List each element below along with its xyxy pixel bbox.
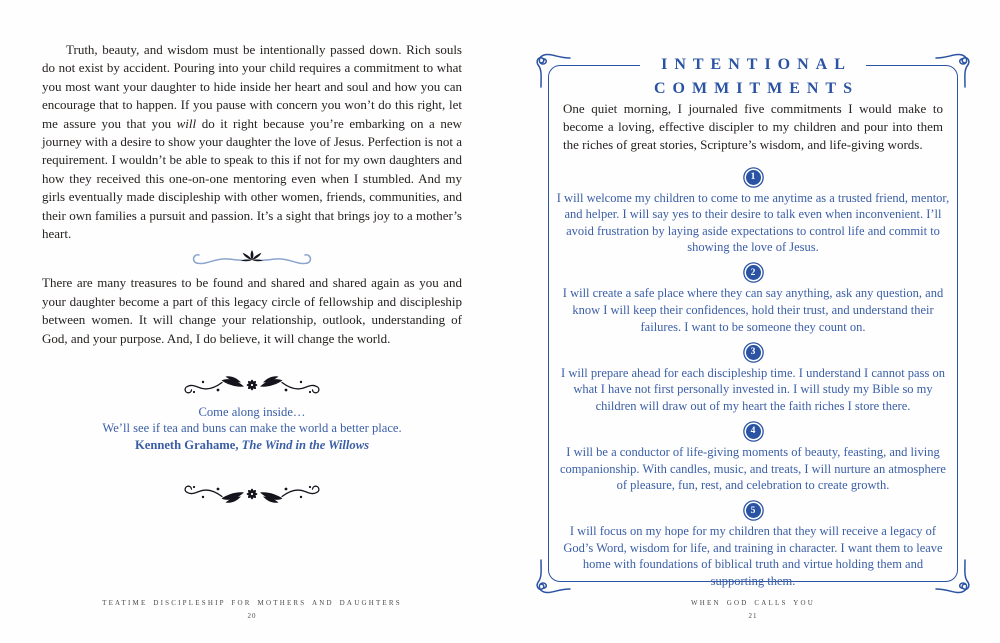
frame-corner-flourish-icon xyxy=(534,552,578,596)
chapter-heading-line-2: COMMITMENTS xyxy=(654,80,859,97)
paragraph-2: There are many treasures to be found and shared and shared again as you and your daughter become a part of this legacy circle of fellowship and discipleship between women. It will change your relationship, outlook, understanding of God, and your purpose. And, I do believe, it will change the world. xyxy=(42,275,462,346)
list-item xyxy=(549,420,957,493)
number-badge: 5 xyxy=(746,503,761,518)
quote-attribution xyxy=(42,437,462,453)
quote-line-2: We’ll see if tea and buns can make the world a better place. xyxy=(102,421,402,436)
commitments-list xyxy=(549,166,957,590)
list-item xyxy=(549,500,957,590)
commitment-text: I will focus on my hope for my children that they will receive a legacy of God’s Word, wisdom for life, and training in character. I want them to leave home with foundations of biblical truth and virtue holding them and supporting them. xyxy=(563,524,943,588)
left-page-body xyxy=(42,41,462,505)
quote-block xyxy=(42,404,462,453)
decorative-frame xyxy=(548,56,958,588)
number-badge: 2 xyxy=(746,265,761,280)
floral-ornament-bottom-icon xyxy=(42,479,462,505)
right-running-head: WHEN GOD CALLS YOU xyxy=(690,599,816,607)
paragraph-1-text-cont: do it right because you’re embarking on a new journey with a desire to show your daughter the love of Jesus. Perfection is not a requirement. I wouldn’t be able to speak to this if not for my own daughters and how they received this one-on-one mentoring even when I stumbled. And my girls eventually made discipleship with other women, friends, communities, and their own families a pursuit and passion. It’s a sight that brings joy to a mother’s heart. xyxy=(42,115,462,242)
right-page-number: 21 xyxy=(748,612,758,620)
number-badge: 3 xyxy=(746,345,761,360)
commitment-text: I will prepare ahead for each discipleship time. I understand I cannot pass on what I have not first personally invested in. I will study my Bible so my children will draw out of my heart the faith riches I store there. xyxy=(561,365,945,413)
list-item xyxy=(549,166,957,256)
paragraph-1-text: Truth, beauty, and wisdom must be intentionally passed down. Rich souls do not exist by accident. Pouring into your child requires a commitment to what you most want your daughter to hide inside her heart and soul and how you can encourage that to happen. If you pause with concern you won’t do this right, let me assure you that you xyxy=(42,42,462,131)
list-item xyxy=(549,262,957,335)
quote-work-title: The Wind in the Willows xyxy=(241,438,370,453)
left-running-head: TEATIME DISCIPLESHIP FOR MOTHERS AND DAUGHTERS xyxy=(102,599,402,607)
paragraph-1-italic-word: will xyxy=(176,115,197,131)
commitment-text: I will create a safe place where they can say anything, ask any question, and know I will keep their confidences, hold their trust, and understand their failures. I want to be someone they count on. xyxy=(562,286,944,334)
left-page-footer xyxy=(42,599,462,620)
number-badge: 4 xyxy=(746,424,761,439)
list-item xyxy=(549,341,957,414)
chapter-heading-line-1: INTENTIONAL xyxy=(640,54,866,76)
frame-corner-flourish-icon xyxy=(928,552,972,596)
commitment-text: I will be a conductor of life-giving moments of beauty, feasting, and living companionship. With candles, music, and treats, I will nurture an atmosphere of pleasure, fun, rest, and celebration to create growth. xyxy=(560,444,946,493)
paragraph-1 xyxy=(42,41,462,243)
right-page-footer xyxy=(548,599,958,620)
number-badge: 1 xyxy=(746,170,761,185)
intro-paragraph: One quiet morning, I journaled five commitments I would make to become a loving, effective discipler to my children and pour into them the riches of great stories, Scripture’s wisdom, and life-giving words. xyxy=(563,101,943,152)
commitment-text: I will welcome my children to come to me anytime as a trusted friend, mentor, and helper. I will say yes to their desire to talk even when inconvenient. I’ll avoid frustration by laying aside expectations to control life and commit to showing the love of Jesus. xyxy=(556,190,950,255)
chapter-heading xyxy=(549,54,957,97)
floral-ornament-top-icon xyxy=(42,374,462,400)
swirl-divider-icon xyxy=(42,247,462,271)
left-page-number: 20 xyxy=(247,612,257,620)
quote-author: Kenneth Grahame, xyxy=(134,438,242,453)
quote-line-1: Come along inside… xyxy=(198,405,306,420)
